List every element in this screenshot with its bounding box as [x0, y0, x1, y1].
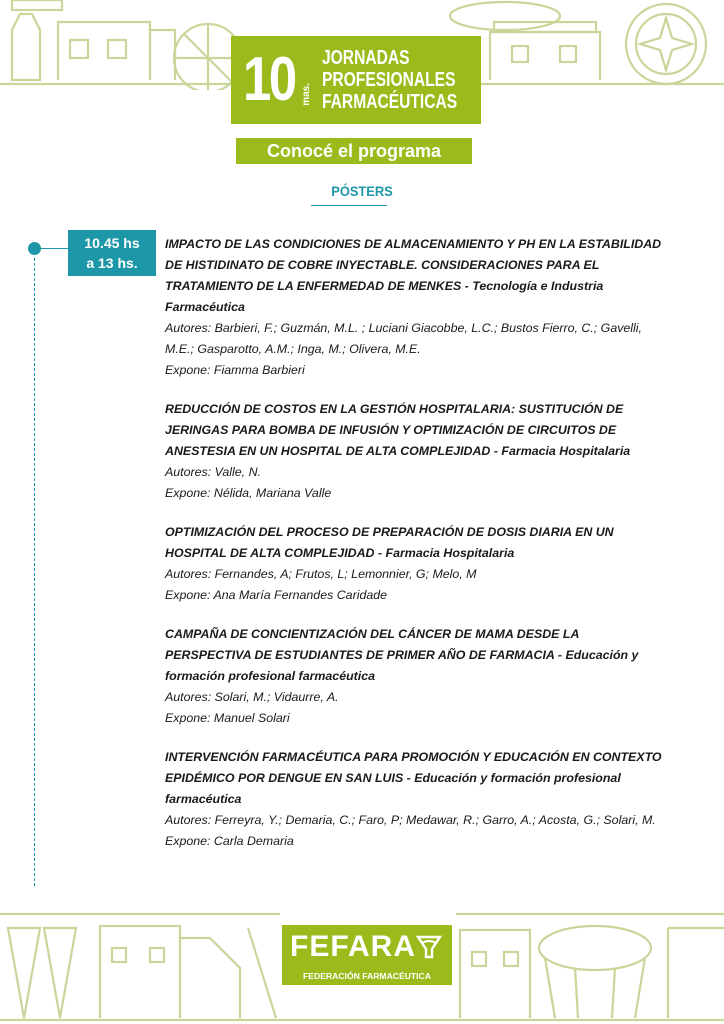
- poster-presenter: Expone: Nélida, Mariana Valle: [165, 486, 332, 500]
- event-title: [322, 47, 495, 113]
- poster-area: Farmacia Hospitalaria: [501, 444, 631, 458]
- poster-title-text: REDUCCIÓN DE COSTOS EN LA GESTIÓN HOSPITALARIA: SUSTITUCIÓN DE JERINGAS PARA BOMBA DE INFUSIÓN Y OPTIMIZACIÓN DE CIRCUITOS DE ANESTESIA EN UN HOSPITAL DE ALTA COMPLEJIDAD -: [165, 402, 624, 458]
- poster-authors: Autores: Valle, N.: [165, 465, 261, 479]
- poster-title: [165, 234, 665, 318]
- poster-item: [165, 624, 665, 729]
- poster-title-text: IMPACTO DE LAS CONDICIONES DE ALMACENAMIENTO Y PH EN LA ESTABILIDAD DE HISTIDINATO DE COBRE INYECTABLE. CONSIDERACIONES PARA EL TRATAMIENTO DE LA ENFERMEDAD DE MENKES -: [165, 237, 662, 293]
- brand-subtitle: FEDERACIÓN FARMACÉUTICA: [303, 971, 431, 981]
- time-end: a 13 hs.: [86, 255, 138, 271]
- poster-item: [165, 399, 665, 504]
- timeline-dot: [28, 242, 41, 255]
- poster-presenter: Expone: Ana María Fernandes Caridade: [165, 588, 388, 602]
- poster-presenter: Expone: Fiamma Barbieri: [165, 363, 305, 377]
- poster-authors: Autores: Solari, M.; Vidaurre, A.: [165, 690, 339, 704]
- poster-presenter: Expone: Manuel Solari: [165, 711, 290, 725]
- poster-title-text: OPTIMIZACIÓN DEL PROCESO DE PREPARACIÓN DE DOSIS DIARIA EN UN HOSPITAL DE ALTA COMPLEJIDAD -: [165, 525, 614, 560]
- fefara-logo: [282, 925, 452, 985]
- timeline-connector: [41, 248, 68, 249]
- poster-title-text: INTERVENCIÓN FARMACÉUTICA PARA PROMOCIÓN Y EDUCACIÓN EN CONTEXTO EPIDÉMICO POR DENGUE EN SAN LUIS -: [165, 750, 662, 785]
- event-title-line: PROFESIONALES: [322, 69, 456, 91]
- poster-area: Educación y formación profesional farmacéutica: [165, 771, 621, 806]
- poster-authors: Autores: Barbieri, F.; Guzmán, M.L. ; Luciani Giacobbe, L.C.; Bustos Fierro, C.; Gavelli, M.E.; Gasparotto, A.M.; Inga, M.; Olivera, M.E.: [165, 321, 643, 356]
- time-badge: [68, 230, 156, 276]
- poster-title: [165, 747, 665, 810]
- poster-authors: Autores: Ferreyra, Y.; Demaria, C.; Faro, P; Medawar, R.; Garro, A.; Acosta, G.; Solari, M.: [165, 813, 656, 827]
- time-start: 10.45 hs: [84, 235, 140, 251]
- brand-name: FEFARA: [290, 930, 416, 963]
- program-button[interactable]: Conocé el programa: [236, 138, 472, 164]
- edition-suffix: mas.: [301, 82, 312, 106]
- edition-number: 10: [243, 45, 295, 114]
- poster-item: [165, 747, 665, 852]
- poster-title: [165, 522, 665, 564]
- event-logo: [231, 36, 481, 124]
- event-title-line: FARMACÉUTICAS: [322, 91, 458, 113]
- pharmacy-cup-icon: [414, 933, 444, 961]
- poster-item: [165, 234, 665, 381]
- poster-title-text: CAMPAÑA DE CONCIENTIZACIÓN DEL CÁNCER DE MAMA DESDE LA PERSPECTIVA DE ESTUDIANTES DE PRIMER AÑO DE FARMACIA -: [165, 627, 579, 662]
- poster-presenter: Expone: Carla Demaria: [165, 834, 294, 848]
- section-underline: [311, 205, 387, 206]
- poster-area: Tecnología e Industria Farmacéutica: [165, 279, 604, 314]
- poster-title: [165, 624, 665, 687]
- section-title: PÓSTERS: [331, 183, 393, 199]
- event-title-line: JORNADAS: [322, 47, 410, 69]
- poster-title: [165, 399, 665, 462]
- poster-area: Educación y formación profesional farmacéutica: [165, 648, 639, 683]
- timeline-dashed-line: [34, 258, 35, 886]
- poster-list: [165, 234, 665, 870]
- poster-area: Farmacia Hospitalaria: [385, 546, 515, 560]
- poster-item: [165, 522, 665, 606]
- poster-authors: Autores: Fernandes, A; Frutos, L; Lemonnier, G; Melo, M: [165, 567, 477, 581]
